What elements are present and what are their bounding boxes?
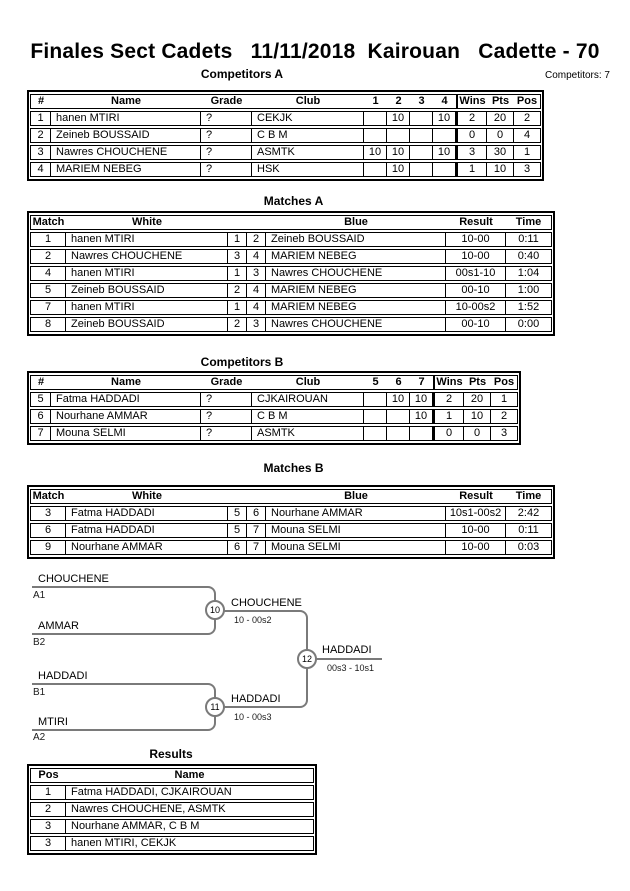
cell-white-num: 1: [228, 266, 247, 281]
cell-pos: 1: [491, 392, 518, 407]
col-header-pts: Pts: [464, 375, 491, 390]
cell-score: [364, 409, 387, 424]
cell-score: 10: [410, 409, 433, 424]
col-header-num: #: [30, 375, 51, 390]
col-header-name: Name: [51, 94, 201, 109]
cell-white-name: hanen MTIRI: [66, 232, 228, 247]
bracket-winner-name: HADDADI: [231, 693, 281, 705]
cell-result: 10-00s2: [446, 300, 506, 315]
cell-blue-num: 7: [247, 523, 266, 538]
cell-score: [364, 392, 387, 407]
cell-pos: 3: [30, 836, 66, 851]
bracket-match-result: 10 - 00s3: [234, 712, 272, 722]
cell-score: [410, 128, 433, 143]
bracket-match-result: 10 - 00s2: [234, 615, 272, 625]
cell-white-name: Zeineb BOUSSAID: [66, 317, 228, 332]
cell-num: 1: [30, 111, 51, 126]
col-header-wins: Wins: [456, 94, 487, 109]
cell-score: [433, 162, 456, 177]
section-title-competitors-b: Competitors B: [200, 355, 284, 369]
cell-score: [364, 128, 387, 143]
bracket-winner-name: CHOUCHENE: [231, 597, 302, 609]
section-title-competitors-a: Competitors A: [200, 67, 284, 81]
cell-club: CJKAIROUAN: [252, 392, 364, 407]
table-row: [30, 162, 541, 177]
cell-grade: ?: [201, 128, 252, 143]
cell-blue-name: Zeineb BOUSSAID: [266, 232, 446, 247]
bracket-line: [32, 683, 216, 731]
bracket-winner-name: HADDADI: [322, 644, 372, 656]
cell-match-num: 3: [30, 506, 66, 521]
table-row: [30, 523, 552, 538]
cell-score: 10: [387, 392, 410, 407]
cell-blue-num: 2: [247, 232, 266, 247]
cell-club: C B M: [252, 128, 364, 143]
bracket-entry-name: AMMAR: [38, 620, 79, 632]
cell-num: 4: [30, 162, 51, 177]
cell-club: C B M: [252, 409, 364, 424]
table-row: [30, 283, 552, 298]
col-header-match: Match: [30, 215, 66, 230]
cell-grade: ?: [201, 111, 252, 126]
cell-name: Zeineb BOUSSAID: [51, 128, 201, 143]
col-header-round-3: 3: [410, 94, 433, 109]
cell-grade: ?: [201, 392, 252, 407]
table-header-row: [30, 215, 552, 230]
cell-score: 10: [433, 145, 456, 160]
cell-result: 00-10: [446, 283, 506, 298]
col-header-spacer: [228, 489, 247, 504]
matches-a-table: [27, 211, 555, 336]
bracket-seed-label: B1: [33, 687, 46, 698]
col-header-pos: Pos: [491, 375, 518, 390]
cell-pos: 1: [30, 785, 66, 800]
cell-blue-name: MARIEM NEBEG: [266, 249, 446, 264]
cell-num: 5: [30, 392, 51, 407]
col-header-round-1: 1: [364, 94, 387, 109]
cell-result: 00-10: [446, 317, 506, 332]
col-header-match: Match: [30, 489, 66, 504]
section-title-results: Results: [149, 747, 193, 761]
cell-score: 10: [364, 145, 387, 160]
cell-result: 10-00: [446, 523, 506, 538]
cell-time: 0:40: [506, 249, 552, 264]
col-header-pts: Pts: [487, 94, 514, 109]
cell-pos: 2: [491, 409, 518, 424]
cell-match-num: 5: [30, 283, 66, 298]
cell-blue-num: 4: [247, 249, 266, 264]
match-number-circle: 10: [205, 600, 225, 620]
cell-score: 10: [387, 145, 410, 160]
cell-time: 2:42: [506, 506, 552, 521]
table-row: [30, 506, 552, 521]
cell-time: 0:00: [506, 317, 552, 332]
cell-pos: 4: [514, 128, 541, 143]
cell-pts: 20: [464, 392, 491, 407]
bracket-entry-name: MTIRI: [38, 716, 68, 728]
cell-score: [387, 426, 410, 441]
cell-time: 1:04: [506, 266, 552, 281]
cell-white-name: hanen MTIRI: [66, 300, 228, 315]
cell-score: [410, 426, 433, 441]
table-row: [30, 392, 518, 407]
cell-result: 10-00: [446, 249, 506, 264]
cell-match-num: 6: [30, 523, 66, 538]
cell-white-num: 2: [228, 317, 247, 332]
cell-name: hanen MTIRI, CEKJK: [66, 836, 314, 851]
cell-result: 10-00: [446, 232, 506, 247]
col-header-round-6: 6: [387, 375, 410, 390]
cell-result: 10-00: [446, 540, 506, 555]
table-row: [30, 266, 552, 281]
cell-pts: 0: [487, 128, 514, 143]
cell-pts: 20: [487, 111, 514, 126]
cell-score: 10: [387, 162, 410, 177]
col-header-name: Name: [51, 375, 201, 390]
table-row: [30, 540, 552, 555]
cell-score: [410, 111, 433, 126]
cell-blue-name: Nourhane AMMAR: [266, 506, 446, 521]
col-header-spacer: [228, 215, 247, 230]
match-number-circle: 11: [205, 697, 225, 717]
cell-score: [410, 145, 433, 160]
col-header-pos: Pos: [30, 768, 66, 783]
table-row: [30, 802, 314, 817]
cell-white-num: 5: [228, 523, 247, 538]
cell-time: 0:03: [506, 540, 552, 555]
cell-time: 0:11: [506, 523, 552, 538]
cell-match-num: 9: [30, 540, 66, 555]
cell-score: [387, 128, 410, 143]
col-header-white: White: [66, 215, 228, 230]
cell-white-name: hanen MTIRI: [66, 266, 228, 281]
competitors-count-label: Competitors: 7: [544, 70, 610, 81]
col-header-round-7: 7: [410, 375, 433, 390]
cell-pos: 2: [514, 111, 541, 126]
cell-wins: 3: [456, 145, 487, 160]
table-row: [30, 836, 314, 851]
cell-score: [364, 162, 387, 177]
col-header-round-5: 5: [364, 375, 387, 390]
cell-blue-name: MARIEM NEBEG: [266, 283, 446, 298]
cell-blue-num: 4: [247, 300, 266, 315]
cell-score: [364, 426, 387, 441]
cell-pos: 2: [30, 802, 66, 817]
cell-name: Nawres CHOUCHENE, ASMTK: [66, 802, 314, 817]
cell-num: 3: [30, 145, 51, 160]
cell-white-num: 2: [228, 283, 247, 298]
col-header-spacer: [247, 489, 266, 504]
bracket-entry-name: CHOUCHENE: [38, 573, 109, 585]
cell-club: ASMTK: [252, 426, 364, 441]
page-title: Finales Sect Cadets 11/11/2018 Kairouan Cadette - 70: [30, 40, 600, 63]
cell-white-name: Fatma HADDADI: [66, 523, 228, 538]
bracket-seed-label: A1: [33, 590, 46, 601]
col-header-round-2: 2: [387, 94, 410, 109]
bracket-seed-label: B2: [33, 637, 46, 648]
cell-match-num: 2: [30, 249, 66, 264]
cell-blue-num: 4: [247, 283, 266, 298]
cell-grade: ?: [201, 145, 252, 160]
cell-blue-name: Nawres CHOUCHENE: [266, 317, 446, 332]
section-title-matches-a: Matches A: [263, 194, 324, 208]
cell-blue-num: 3: [247, 266, 266, 281]
col-header-round-4: 4: [433, 94, 456, 109]
cell-score: 10: [410, 392, 433, 407]
competitors-b-table: [27, 371, 521, 445]
cell-name: Nourhane AMMAR, C B M: [66, 819, 314, 834]
cell-num: 7: [30, 426, 51, 441]
col-header-name: Name: [66, 768, 314, 783]
cell-blue-name: Mouna SELMI: [266, 523, 446, 538]
section-title-matches-b: Matches B: [263, 461, 324, 475]
cell-pts: 30: [487, 145, 514, 160]
cell-name: hanen MTIRI: [51, 111, 201, 126]
cell-white-num: 1: [228, 232, 247, 247]
cell-wins: 1: [433, 409, 464, 424]
table-row: [30, 145, 541, 160]
cell-time: 1:00: [506, 283, 552, 298]
cell-score: [410, 162, 433, 177]
cell-name: Fatma HADDADI, CJKAIROUAN: [66, 785, 314, 800]
cell-pts: 10: [464, 409, 491, 424]
col-header-grade: Grade: [201, 375, 252, 390]
cell-result: 00s1-10: [446, 266, 506, 281]
cell-score: [387, 409, 410, 424]
cell-grade: ?: [201, 162, 252, 177]
col-header-time: Time: [506, 489, 552, 504]
cell-grade: ?: [201, 409, 252, 424]
matches-b-table: [27, 485, 555, 559]
bracket-seed-label: A2: [33, 732, 46, 743]
table-row: [30, 317, 552, 332]
table-header-row: [30, 375, 518, 390]
results-table: [27, 764, 317, 855]
cell-white-num: 6: [228, 540, 247, 555]
cell-pos: 1: [514, 145, 541, 160]
col-header-result: Result: [446, 215, 506, 230]
table-row: [30, 111, 541, 126]
bracket-line: [32, 586, 216, 635]
col-header-club: Club: [252, 94, 364, 109]
cell-white-name: Nawres CHOUCHENE: [66, 249, 228, 264]
col-header-time: Time: [506, 215, 552, 230]
cell-white-name: Nourhane AMMAR: [66, 540, 228, 555]
cell-white-num: 3: [228, 249, 247, 264]
cell-blue-num: 3: [247, 317, 266, 332]
col-header-blue: Blue: [266, 215, 446, 230]
bracket-line: [306, 658, 382, 660]
cell-score: 10: [387, 111, 410, 126]
match-number-circle: 12: [297, 649, 317, 669]
cell-pos: 3: [30, 819, 66, 834]
cell-name: Nawres CHOUCHENE: [51, 145, 201, 160]
competitors-a-table: [27, 90, 544, 181]
table-row: [30, 249, 552, 264]
cell-blue-name: Nawres CHOUCHENE: [266, 266, 446, 281]
table-header-row: [30, 94, 541, 109]
col-header-club: Club: [252, 375, 364, 390]
cell-time: 1:52: [506, 300, 552, 315]
col-header-spacer: [247, 215, 266, 230]
col-header-white: White: [66, 489, 228, 504]
cell-white-name: Fatma HADDADI: [66, 506, 228, 521]
table-row: [30, 409, 518, 424]
cell-pts: 0: [464, 426, 491, 441]
cell-wins: 2: [433, 392, 464, 407]
table-header-row: [30, 768, 314, 783]
cell-score: [364, 111, 387, 126]
cell-blue-name: Mouna SELMI: [266, 540, 446, 555]
cell-wins: 0: [433, 426, 464, 441]
table-row: [30, 232, 552, 247]
cell-blue-name: MARIEM NEBEG: [266, 300, 446, 315]
cell-club: ASMTK: [252, 145, 364, 160]
cell-num: 6: [30, 409, 51, 424]
table-row: [30, 426, 518, 441]
cell-match-num: 1: [30, 232, 66, 247]
cell-name: Mouna SELMI: [51, 426, 201, 441]
col-header-num: #: [30, 94, 51, 109]
table-row: [30, 128, 541, 143]
cell-score: 10: [433, 111, 456, 126]
cell-num: 2: [30, 128, 51, 143]
col-header-grade: Grade: [201, 94, 252, 109]
cell-result: 10s1-00s2: [446, 506, 506, 521]
cell-name: Nourhane AMMAR: [51, 409, 201, 424]
bracket-entry-name: HADDADI: [38, 670, 88, 682]
cell-match-num: 7: [30, 300, 66, 315]
bracket-match-result: 00s3 - 10s1: [327, 663, 375, 673]
cell-club: CEKJK: [252, 111, 364, 126]
cell-wins: 1: [456, 162, 487, 177]
cell-pos: 3: [514, 162, 541, 177]
cell-score: [433, 128, 456, 143]
cell-match-num: 8: [30, 317, 66, 332]
cell-name: MARIEM NEBEG: [51, 162, 201, 177]
table-row: [30, 300, 552, 315]
cell-white-name: Zeineb BOUSSAID: [66, 283, 228, 298]
table-header-row: [30, 489, 552, 504]
cell-white-num: 1: [228, 300, 247, 315]
cell-blue-num: 6: [247, 506, 266, 521]
cell-blue-num: 7: [247, 540, 266, 555]
table-row: [30, 819, 314, 834]
col-header-result: Result: [446, 489, 506, 504]
cell-wins: 2: [456, 111, 487, 126]
cell-time: 0:11: [506, 232, 552, 247]
cell-match-num: 4: [30, 266, 66, 281]
cell-club: HSK: [252, 162, 364, 177]
cell-pts: 10: [487, 162, 514, 177]
col-header-wins: Wins: [433, 375, 464, 390]
cell-name: Fatma HADDADI: [51, 392, 201, 407]
col-header-pos: Pos: [514, 94, 541, 109]
cell-pos: 3: [491, 426, 518, 441]
cell-white-num: 5: [228, 506, 247, 521]
table-row: [30, 785, 314, 800]
col-header-blue: Blue: [266, 489, 446, 504]
cell-grade: ?: [201, 426, 252, 441]
cell-wins: 0: [456, 128, 487, 143]
